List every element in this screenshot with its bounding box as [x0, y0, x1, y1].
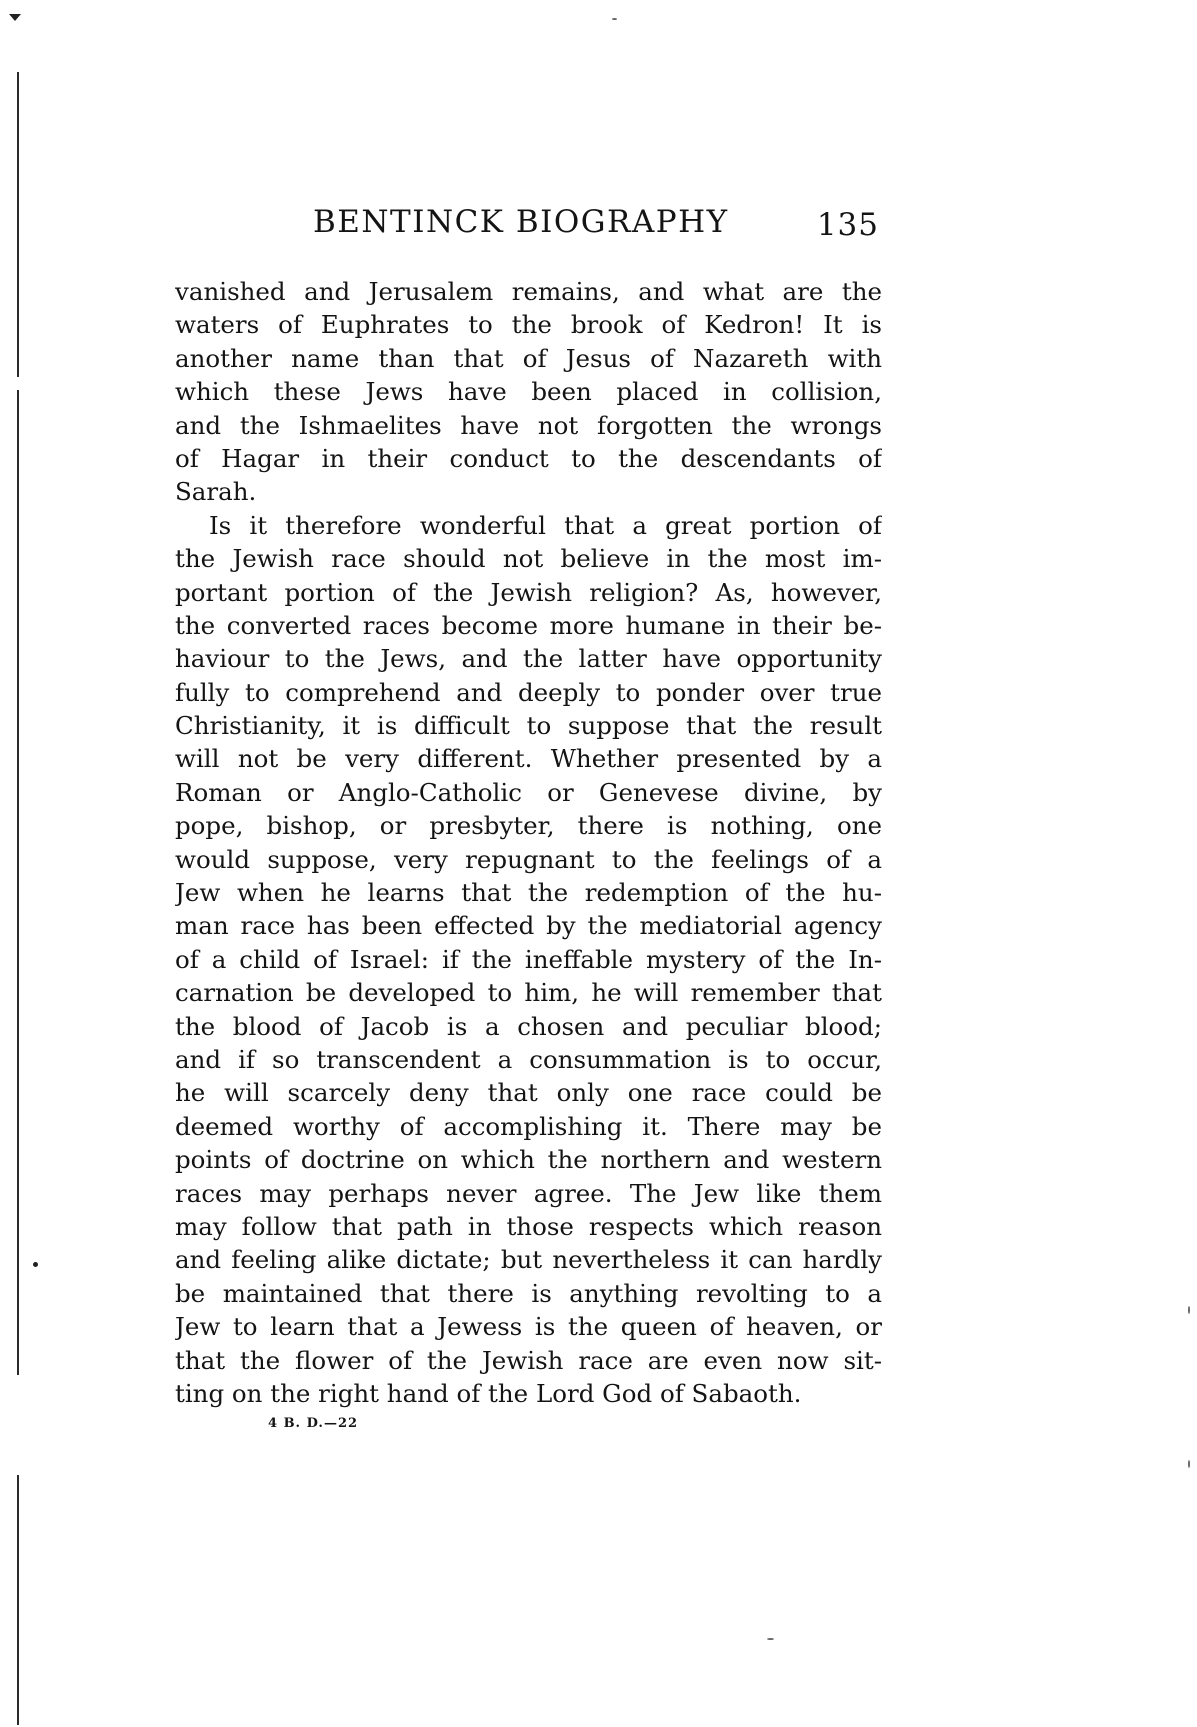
- text-line: man race has been effected by the mediatorial agency: [175, 911, 882, 941]
- text-line: and feeling alike dictate; but nevertheless it can hardly: [175, 1245, 882, 1275]
- text-line: Jew to learn that a Jewess is the queen of heaven, or: [175, 1312, 882, 1342]
- text-line: races may perhaps never agree. The Jew like them: [175, 1178, 882, 1208]
- text-line: points of doctrine on which the northern and western: [175, 1145, 882, 1175]
- text-line: carnation be developed to him, he will remember that: [175, 978, 882, 1008]
- scan-speck: [767, 1638, 774, 1640]
- text-line: of a child of Israel: if the ineffable mystery of the In-: [175, 944, 882, 974]
- text-line: portant portion of the Jewish religion? As, however,: [175, 577, 882, 607]
- running-head: [175, 204, 885, 248]
- page-title: BENTINCK BIOGRAPHY: [313, 204, 729, 240]
- text-line: the Jewish race should not believe in the most im-: [175, 544, 882, 574]
- text-line: Roman or Anglo-Catholic or Genevese divine, by: [175, 777, 882, 807]
- text-line: another name than that of Jesus of Nazareth with: [175, 343, 882, 373]
- text-line: Sarah.: [175, 477, 257, 507]
- scan-speck: [612, 18, 617, 20]
- scan-speck: [1188, 1306, 1190, 1314]
- text-line: deemed worthy of accomplishing it. There may be: [175, 1111, 882, 1141]
- text-line: Jew when he learns that the redemption of the hu-: [175, 878, 882, 908]
- text-line: fully to comprehend and deeply to ponder over true: [175, 677, 882, 707]
- text-line: that the flower of the Jewish race are even now sit-: [175, 1345, 882, 1375]
- text-line: which these Jews have been placed in collision,: [175, 377, 882, 407]
- text-line: ting on the right hand of the Lord God of Sabaoth.: [175, 1378, 802, 1408]
- text-line: be maintained that there is anything revolting to a: [175, 1278, 882, 1308]
- body-text: [175, 275, 882, 1410]
- text-line: Christianity, it is difficult to suppose that the result: [175, 711, 882, 741]
- text-line: and if so transcendent a consummation is to occur,: [175, 1044, 882, 1074]
- scan-edge-line: [17, 390, 19, 1375]
- text-line: would suppose, very repugnant to the feelings of a: [175, 844, 882, 874]
- text-line: of Hagar in their conduct to the descendants of: [175, 443, 882, 473]
- text-line: the converted races become more humane in their be-: [175, 610, 882, 640]
- page-number: 135: [816, 207, 879, 243]
- text-line: pope, bishop, or presbyter, there is nothing, one: [175, 811, 882, 841]
- text-line: vanished and Jerusalem remains, and what are the: [175, 277, 882, 306]
- text-line: haviour to the Jews, and the latter have opportunity: [175, 644, 882, 674]
- text-line: the blood of Jacob is a chosen and peculiar blood;: [175, 1011, 882, 1041]
- scan-speck: [1188, 1460, 1190, 1468]
- scan-corner-mark: [9, 14, 21, 21]
- scan-speck: [33, 1262, 38, 1267]
- text-line: Is it therefore wonderful that a great portion of: [209, 510, 882, 540]
- signature-mark: 4 B. D.—22: [268, 1416, 359, 1431]
- text-line: he will scarcely deny that only one race could be: [175, 1078, 882, 1108]
- text-line: waters of Euphrates to the brook of Kedron! It is: [175, 310, 882, 340]
- scan-edge-line: [17, 72, 19, 377]
- text-line: may follow that path in those respects which reason: [175, 1211, 882, 1241]
- text-line: and the Ishmaelites have not forgotten the wrongs: [175, 410, 882, 440]
- scan-edge-line: [17, 1475, 19, 1725]
- text-line: will not be very different. Whether presented by a: [175, 744, 882, 774]
